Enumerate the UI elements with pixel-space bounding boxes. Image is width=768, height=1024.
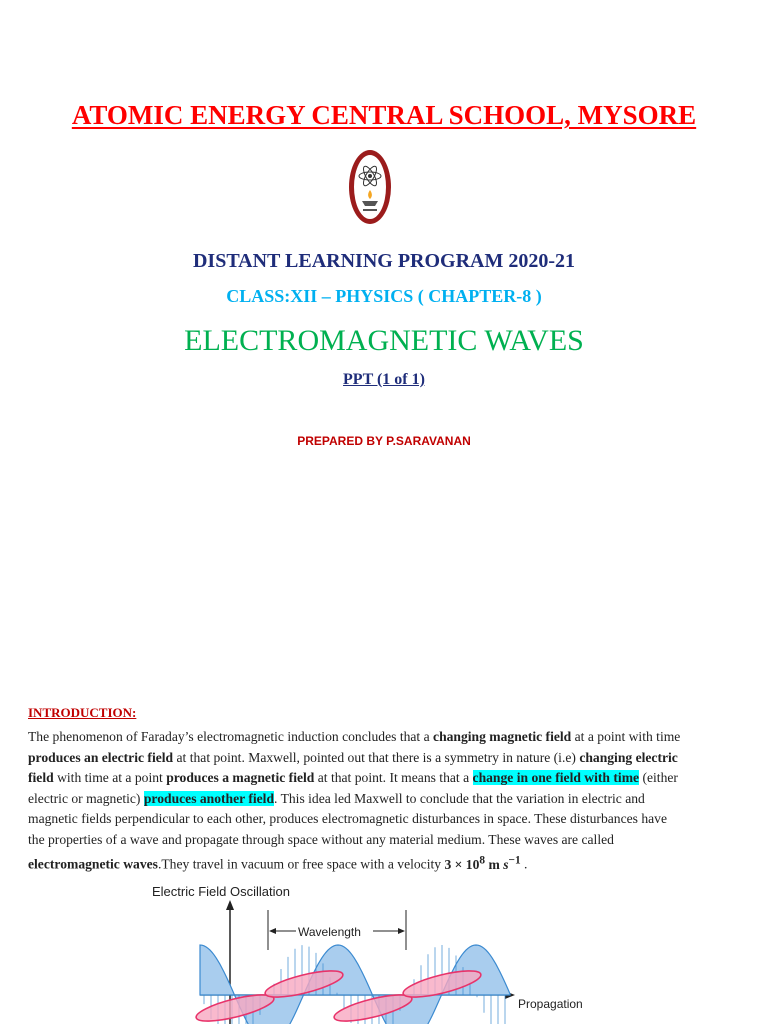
formula-base: 3 × 10	[444, 856, 480, 872]
text-segment: at that point. Maxwell, pointed out that there is a symmetry in nature (i.e)	[173, 749, 580, 765]
formula-unit-s: s	[503, 856, 509, 872]
text-segment: with time at a point	[53, 770, 167, 785]
bold-term: produces a magnetic field	[166, 770, 315, 785]
text-segment: at a point with time	[571, 729, 681, 744]
propagation-label: Propagation	[518, 997, 583, 1011]
em-wave-diagram	[140, 880, 610, 1024]
velocity-formula	[444, 854, 521, 872]
y-axis-arrow	[226, 900, 234, 910]
bold-term: field	[28, 770, 54, 785]
para-line-4	[28, 789, 740, 810]
formula-exponent: −1	[508, 854, 521, 866]
school-logo	[345, 146, 395, 228]
text-segment: .	[520, 856, 528, 872]
text-segment: .They travel in vacuum or free space with a velocity	[157, 856, 445, 872]
ppt-label: PPT (1 of 1)	[343, 371, 425, 388]
para-line-3	[28, 768, 740, 789]
bold-term: changing electric	[579, 749, 678, 765]
text-segment: electric or magnetic)	[28, 790, 144, 806]
text-segment: (either	[639, 770, 678, 785]
formula-exponent: 8	[479, 854, 486, 866]
intro-heading: INTRODUCTION:	[28, 705, 137, 720]
text-segment: The phenomenon of Faraday’s electromagnetic induction concludes that a	[28, 729, 434, 744]
para-line-5: magnetic fields perpendicular to each other, produces electromagnetic disturbances in space. These disturbances have	[28, 811, 667, 826]
program-title: DISTANT LEARNING PROGRAM 2020-21	[192, 250, 576, 272]
formula-unit: m	[485, 856, 504, 872]
highlighted-term: change in one field with time	[472, 770, 640, 785]
school-name: ATOMIC ENERGY CENTRAL SCHOOL, MYSORE	[71, 100, 697, 130]
wavelength-arrow-right	[398, 928, 405, 934]
prepared-by: PREPARED BY P.SARAVANAN	[297, 434, 471, 448]
bold-term: electromagnetic waves	[28, 856, 158, 872]
highlighted-term: produces another field	[143, 790, 275, 806]
intro-paragraph	[28, 727, 740, 875]
wavelength-arrow-left	[269, 928, 276, 934]
magnetic-wave-lobe	[263, 966, 345, 1003]
para-line-7	[28, 850, 740, 875]
para-line-2	[28, 748, 740, 769]
bold-term: changing magnetic field	[433, 729, 572, 744]
bold-term: produces an electric field	[28, 749, 174, 765]
wavelength-label: Wavelength	[298, 925, 361, 939]
class-line: CLASS:XII – PHYSICS ( CHAPTER-8 )	[226, 286, 542, 306]
text-segment: at that point. It means that a	[314, 770, 473, 785]
diagram-title: Electric Field Oscillation	[152, 884, 290, 899]
para-line-6: the properties of a wave and propagate through space without any material medium. These waves are called	[28, 831, 614, 847]
text-segment: . This idea led Maxwell to conclude that the variation in electric and	[274, 790, 645, 806]
para-line-1	[28, 727, 740, 748]
topic-title: ELECTROMAGNETIC WAVES	[184, 324, 584, 357]
